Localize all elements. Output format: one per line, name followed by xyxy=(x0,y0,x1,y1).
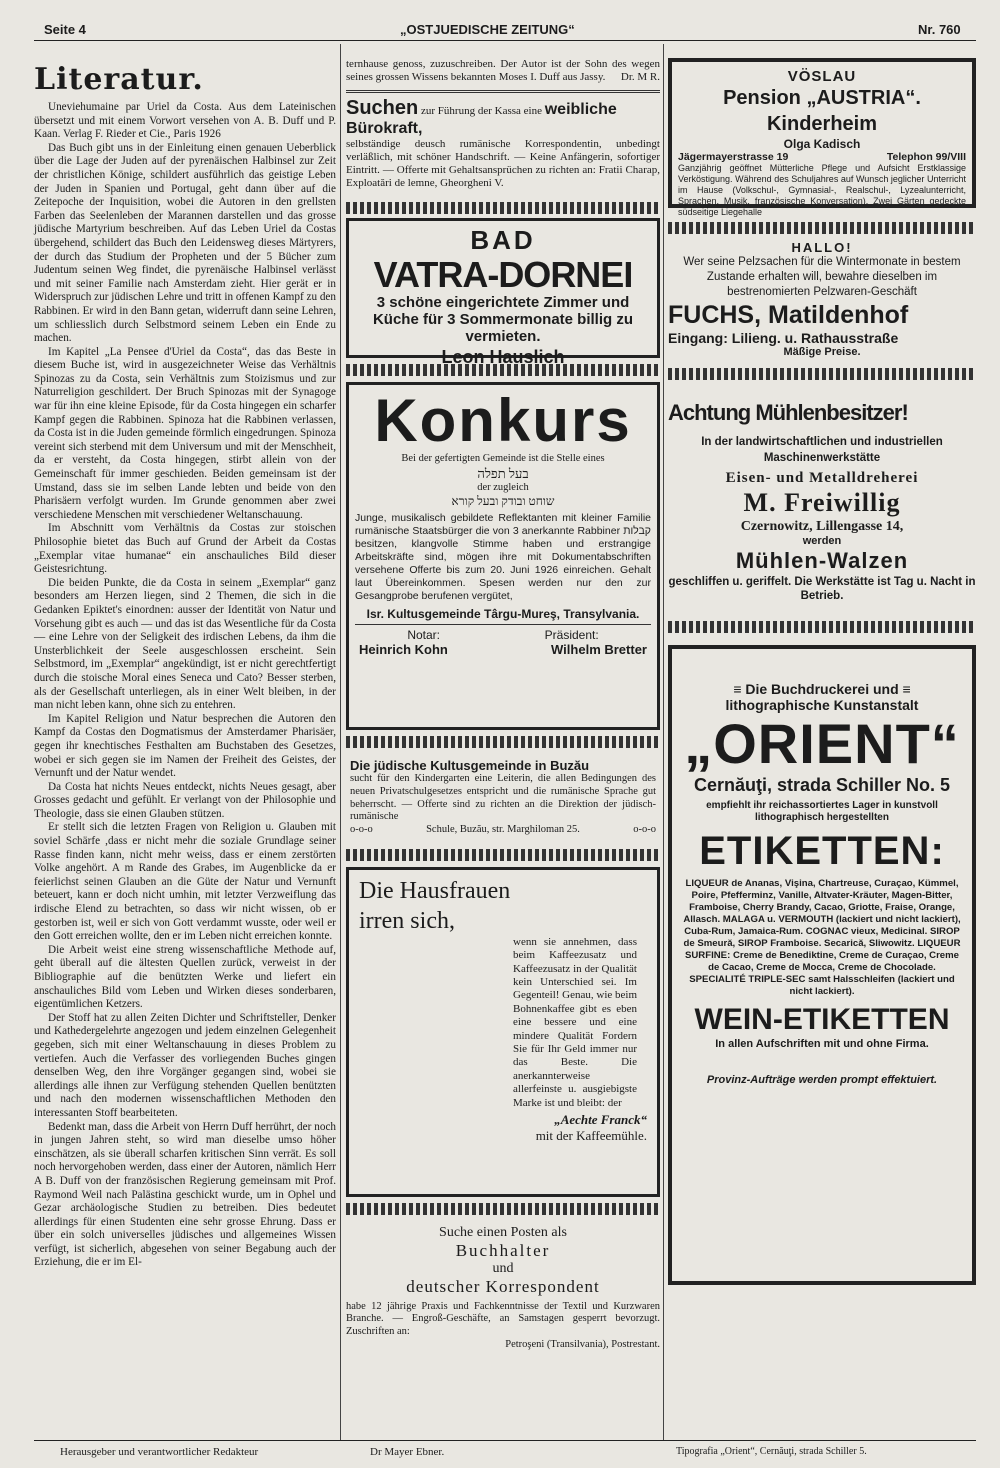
ad-text: In der landwirtschaftlichen und industriellen Maschinenwerkstätte xyxy=(701,436,943,464)
ad-company: M. Freiwillig xyxy=(743,488,901,517)
divider xyxy=(346,90,660,93)
article-paragraph: Uneviehumaine par Uriel da Costa. Aus dem Lateinischen übersetzt und mit einem Vorwort versehen von A. B. Duff und P. Kaan. Verlag F. Rieder et Cie., Paris 1926 xyxy=(34,101,336,141)
ad-text: Provinz-Aufträge werden prompt effektuiert. xyxy=(706,1074,938,1086)
divider xyxy=(355,624,651,625)
ad-text: In allen Aufschriften mit und ohne Firma. xyxy=(715,1038,929,1050)
ad-text: werden xyxy=(802,535,842,547)
ad-address: Czernowitz, Lillengasse 14, xyxy=(740,519,904,534)
issue-number: Nr. 760 xyxy=(918,22,961,37)
ornament: o-o-o xyxy=(350,824,373,836)
ad-signature: Leon Hauslich xyxy=(441,347,565,367)
ad-body: Junge, musikalisch gebildete Reflektanten mit kleiner Familie rumänische Staatsbürger die von 3 anerkannte Rabbiner קבלות besitzen, klangvolle Stimme haben und erstrangige Arbeitskräfte sind, mögen ihre mit Dokumentabschriften versehene Offerte bis zum 20. Juni 1926 einreichen. Gehalt laut Übereinkommen. Spesen werden nur den zur Gesangprobe berufenen vergütet, xyxy=(355,512,651,603)
ad-text: der zugleich xyxy=(477,481,529,493)
footer-printer: Tipografia „Orient“, Cernăuţi, strada Schiller 5. xyxy=(676,1446,867,1457)
ornament: o-o-o xyxy=(633,824,656,836)
ad-organisation: Isr. Kultusgemeinde Târgu-Mureş, Transylvania. xyxy=(366,607,640,622)
ad-body: Ganzjährig geöffnet Mütterliche Pflege und Aufsicht Erstklassige Verköstigung. Während des Schuljahres auf Wunsch jeglicher Unterricht im Hause (Volkschul-, Gymnasial-, Realschul-, Lyzealunterricht, Sprachen, Musik, französische Konversation). Zwei Gärten gedeckte südseitige Liegehalle xyxy=(678,163,966,217)
ad-address: Schule, Buzău, str. Marghiloman 25. xyxy=(426,824,580,836)
article-paragraph: Die Arbeit weist eine streng wissenschaftliche Methode auf, geht überall auf die ältesten Quellen zurück, verweist in der Bibliographie auf die benützten Werke und liefert ein anschauliches Bild vom Leben und Wirken dieses sonderbaren, eigentümlichen Ketzers. xyxy=(34,943,336,1011)
ad-text: lithographische Kunstanstalt xyxy=(725,697,919,713)
ad-border xyxy=(346,202,660,214)
ad-body: selbständige deusch rumänische Korrespondentin, unbedingt verläßlich, mit schöner Handschrift. — Keine Anfängerin, sofortiger Eintritt. — Offerte mit Gehaltsansprüchen zu richten an: Fratii Charap, Exploatări de lemne, Gheorgheni V. xyxy=(346,138,660,189)
notar-name: Heinrich Kohn xyxy=(359,642,448,658)
article-paragraph: Im Kapitel Religion und Natur besprechen die Autoren den Kampf da Costas den Dogmatismus der Amsterdamer Pharisäer, gegen ihr knechtisches Festhalten am Buchstaben des Gesetzes, wobei er sich gegen sie im Namen der Freiheit des Geistes, der Vernunft und der Natur wendet. xyxy=(34,712,336,780)
signature-names xyxy=(355,642,651,657)
ad-phone: Telephon 99/VIII xyxy=(886,151,966,163)
ad-body: sucht für den Kindergarten eine Leiterin, die allen Bedingungen des neuen Privatschulgesetzes entspricht und die rumänische Sprache gut beherrscht. — Offerte sind zu richten an die Direktion der jüdisch-rumänische xyxy=(350,773,656,823)
ad-address: Cernăuţi, strada Schiller No. 5 xyxy=(693,775,951,795)
footer-editor: Dr Mayer Ebner. xyxy=(370,1446,445,1458)
literature-article xyxy=(34,58,336,1270)
ad-body: 3 schöne eingerichtete Zimmer und Küche für 3 Sommermonate billig zu vermieten. xyxy=(372,294,634,345)
article-continuation xyxy=(346,58,660,84)
ad-company: „ORIENT“ xyxy=(684,712,960,775)
ad-product-list: LIQUEUR de Ananas, Vişina, Chartreuse, Curaçao, Kümmel, Poire, Pfefferminz, Vanille, Altvater-Kräuter, Magen-Bitter, Framboise, Cherry Brandy, Cacao, Griotte, Fraise, Orange, Allasch. MALAGA u. VERMOUTH (lackiert und nicht lackiert), Cuba-Rum, Jamaica-Rum. COGNAC vieux, Medicinal. SIROP de Smeură, SIROP Framboise. Secarică, Sliwowitz. LIQUEUR SURFINE: Creme de Benediktine, Creme de Curaçao, Creme de Cacao, Creme de Mocca, Creme de Chocolade. SPECIALITÉ TRIPLE-SEC samt Halsschleifen (lackiert und nicht lackiert). xyxy=(683,878,961,997)
article-paragraph: Im Abschnitt vom Verhältnis da Costas zur stoischen Philosophie bietet das Buch auf Grund der Arbeit da Costas „Exemplar vitae humanae“ ein anschauliches Bild dieser Geistesrichtung. xyxy=(34,522,336,576)
column-rule xyxy=(340,44,341,1440)
author-signature: Dr. M R. xyxy=(620,71,660,83)
ad-headline: weibliche Bürokraft, xyxy=(346,101,617,137)
ad-border xyxy=(346,1203,660,1215)
president-name: Wilhelm Bretter xyxy=(551,642,647,658)
ad-buchhalter xyxy=(346,1225,660,1351)
ad-orient xyxy=(668,645,976,1285)
ad-border xyxy=(668,368,976,380)
ad-konkurs xyxy=(346,382,660,730)
article-paragraph: Da Costa hat nichts Neues entdeckt, nichts Neues gesagt, aber Grosses gedacht und gefühlt. Er verlangt von der Philosophie und Theologie, dass sie einen Glauben stützen. xyxy=(34,780,336,820)
hebrew-text: שוחט ובודק ובעל קורא xyxy=(451,494,555,509)
footer-publisher: Herausgeber und verantwortlicher Redakteur xyxy=(60,1446,259,1458)
ad-body: wenn sie annehmen, dass beim Kaffeezusatz und Kaffeezusatz in der Qualität kein Unterschied sei. Im Gegenteil! Genau, wie beim Bohnenkaffee gibt es eben eine bessere und eine mindere Qualität Fordern Sie für Ihr Geld immer nur das Beste. Die anerkannterweise allerfeinste u. ausgiebigste Marke ist und bleibt: der xyxy=(513,935,638,1109)
middle-column xyxy=(346,58,660,1351)
article-paragraph: Die beiden Punkte, die da Costa in seinem „Exemplar“ ganz besonders am Herzen liegen, sind 2 Themen, die sich in die Gedanken Epiktet's einordnen: ausser der Identität von Natur und Vorsehung gibt es auch — und das ist das Wesentliche für da Costa — eine Lehre von der Seligkeit des irdischen Lebens, da ihm die Unsterblichkeit der Seele ausgeschlossen erscheint. Sein Selbstmord, im „Exemplar“ angekündigt, ist er nicht gerechtfertigt durch die stoische Moral eines Seneca und Cato? Besser sterben, als der Gesellschaft unterliegen, als in einer Welt bleiben, in der man nicht leben kann, ohne sich zu entehren. xyxy=(34,576,336,712)
ad-headline: irren sich, xyxy=(359,907,455,934)
ad-text: Eisen- und Metalldreherei xyxy=(725,470,919,486)
ad-address-line xyxy=(350,824,656,837)
article-paragraph: Das Buch gibt uns in der Einleitung einen genauen Ueberblick über die Lage der Juden auf der pyrenäischen Halbinsel zur Zeit der christlichen Könige, schildert ausführlich das geistige Leben der Juden in Spanien und Portugal, geht dann über auf die Zeitepoche der Inquisition, wobei die Autoren in den grellsten Farben das Seelenleben der Marannen darstellen und das grosse jüdische Martyrium beschreiben. Auf das Leben Uriel da Costas übergehend, schildert das Buch den Leidensweg dieses Märtyrers, der durch das Studium der Propheten und der 5 Bücher zum Judentum seinen Weg findet, die pyrenäische Halbinsel verlässt und mit seiner Familie nach Amsterdam zieht. Hier gerät er in Widerspruch zur jüdischen Lehre und tritt in offenen Kampf zu den Rabbinen. Er wird in den Bann getan, widerruft dann seine Lehren, um schliesslich durch Selbstmord seinem Leben ein Ende zu machen. xyxy=(34,141,336,345)
ad-text: mit der Kaffeemühle. xyxy=(535,1128,647,1144)
page-number: Seite 4 xyxy=(44,22,86,37)
ad-headline: BAD xyxy=(470,225,536,255)
ad-headline: Mühlen-Walzen xyxy=(735,548,909,573)
ad-text: Mäßige Preise. xyxy=(783,346,861,358)
right-column xyxy=(668,58,976,1285)
ad-voeslau xyxy=(668,58,976,217)
article-paragraph: Bedenkt man, dass die Arbeit von Herrn Duff herrührt, der noch in jungen Jahren steht, so wird man dieselbe umso höher einschätzen, als sie überall scharfen kritischen Sinn verrät. Es soll noch hervorgehoben werden, dass einer der Autoren, nämlich Herr A B. Duff von der französischen Regierung gemeinsam mit Prof. Raymond Weil nach Palästina geschickt wurde, um in Ophel und Gezar archäologische Studien zu betreiben. Dies bedeutet allerdings für einen Studenten eine sehr grosse Ehrung. Dass er über ein solch universelles jüdisches und allgemeines Wissen verfügt, ist sicherlich, abgesehen von seiner Begabung auch der Erziehung, die er im El- xyxy=(34,1120,336,1269)
ad-freiwillig xyxy=(668,400,976,603)
president-label: Präsident: xyxy=(544,628,599,643)
ad-text: geschliffen u. geriffelt. Die Werkstätte ist Tag u. Nacht in Betrieb. xyxy=(668,576,976,602)
header-rule xyxy=(34,40,976,41)
signature-labels xyxy=(355,628,651,642)
ad-border xyxy=(346,849,660,861)
article-paragraph: Im Kapitel „La Pensee d'Uriel da Costa“, das das Beste in diesem Buche ist, wird in ausgezeichneter Weise das Verhältnis Spinozas zu da Costa, sein Verhältnis zum Stoizismus und zur Naturreligion geschildert. Der Bruch Spinozas mit der Synagoge war für ihn eine kleine Episode, für da Costa hingegen ein scharfer Kampf gegen die Rabbinen. Spinoza hat die Rabbinen verlassen, da Costa ist in die Juden gemeinde förmlich eingedrungen. Spinoza vereint sich sterbend mit dem Universum und mit der Menschheit, da er versteht, da Costa hingegen, stirbt allein von der Gemeinschaft für immer geschieden. Beiden gemeinsam ist der Umstand, dass sie im selben Lande lebten und beide von den Pharisäern verfolgt wurden. Im Grunde genommen aber zwei verschiedene Menschen mit verschiedener Weltanschauung. xyxy=(34,345,336,521)
ad-headline: WEIN-ETIKETTEN xyxy=(694,1003,950,1036)
ad-franck xyxy=(346,867,660,1197)
newspaper-name: „OSTJUEDISCHE ZEITUNG“ xyxy=(400,22,575,37)
article-paragraph: Er stellt sich die letzten Fragen von Religion u. Glauben mit soviel Schärfe ,dass er nicht mehr die soziale Grundlage seiner Rasse finden kann, nicht mehr weiss, dass er einem zerstörten Volke angehört. A m Rande des Grabes, im Augenblicke da er feierlichst seinen Glauben an die Güte der Natur und Vernunft beteuert, kann er doch nicht umhin, mit letzter Verzweiflung das irdische Elend zu betrachten, so dass wir nicht wissen, ob er gestorben ist, weil er sich von Gott verdammt wusste, oder weil er den Gott erreichen wollte, den er im Leben nicht erreichen konnte. xyxy=(34,821,336,943)
ad-headline: HALLO! xyxy=(791,240,853,255)
ad-headline: Konkurs xyxy=(374,387,632,454)
ad-headline: VATRA-DORNEI xyxy=(373,254,633,295)
ad-headline: Die jüdische Kultusgemeinde in Buzău xyxy=(350,758,590,773)
ad-headline: Achtung Mühlenbesitzer! xyxy=(668,400,908,425)
ad-company: FUCHS, Matildenhof xyxy=(668,301,909,329)
ad-text: ≡ Die Buchdruckerei und ≡ xyxy=(733,681,911,697)
ad-location: VÖSLAU xyxy=(787,68,857,85)
ad-address: Eingang: Lilieng. u. Rathausstraße xyxy=(668,330,899,346)
ad-owner: Olga Kadisch xyxy=(783,137,861,151)
ad-headline: Suchen xyxy=(346,97,419,119)
ad-vatra-dornei xyxy=(346,218,660,367)
ad-headline: ETIKETTEN: xyxy=(699,829,945,873)
continuation-text: ternhause genoss, zuzuschreiben. Der Autor ist der Sohn des wegen seines grossen Wissens bekannten Moses I. Duff aus Jassy. xyxy=(346,58,660,83)
ad-address: Petroşeni (Transilvania), Postrestant. xyxy=(505,1338,660,1350)
ad-fuchs xyxy=(668,240,976,358)
ad-body: habe 12 jährige Praxis und Fachkenntnisse der Textil und Kurzwaren Branche. — Engroß-Geschäfte, an Samstagen gesperrt bevorzugt. Zuschriften an: xyxy=(346,1300,660,1337)
ad-headline: Buchhalter xyxy=(455,1240,551,1260)
ad-text: und xyxy=(492,1260,514,1276)
ad-contact xyxy=(678,151,966,163)
ad-body: Wer seine Pelzsachen für die Wintermonate in bestem Zustande erhalten will, bewahre dieselben im bestrenomierten Pelzwaren-Geschäft xyxy=(683,256,961,298)
article-title: Literatur. xyxy=(34,62,204,97)
ad-border xyxy=(668,222,976,234)
column-rule xyxy=(663,44,664,1440)
ad-text: empfiehlt ihr reichassortiertes Lager in kunstvoll lithographisch hergestellten xyxy=(706,800,938,823)
ad-text: zur Führung der Kassa eine xyxy=(421,105,542,117)
ad-headline: Die Hausfrauen xyxy=(359,877,511,904)
article-paragraph: Der Stoff hat zu allen Zeiten Dichter und Schriftsteller, Denker und Kathedergelehrte angezogen und jedem einzelnen Gelegenheit gegeben, sich mit einer Weltanschauung in dieses Problem zu vertiefen. Auch die Verfasser des vorliegenden Buches gingen denselben Weg, den ihre Vorgänger gegangen sind, wobei sie allerdings alle ihnen zur Verfügung stehenden Quellen benützten und nach den modernen wissenschaftlichen Methoden den interessanten Stoff bearbeiteten. xyxy=(34,1011,336,1119)
ad-headline: Pension „AUSTRIA“. Kinderheim xyxy=(723,87,921,135)
ad-text: Bei der gefertigten Gemeinde ist die Stelle eines xyxy=(401,453,605,464)
ad-border xyxy=(346,736,660,748)
ad-buerokraft xyxy=(346,97,660,190)
ad-border xyxy=(668,621,976,633)
ad-headline: deutscher Korrespondent xyxy=(406,1276,600,1296)
notar-label: Notar: xyxy=(407,628,440,643)
hebrew-text: בעל תפלה xyxy=(477,465,529,481)
ad-street: Jägermayerstrasse 19 xyxy=(678,151,789,163)
ad-text: Suche einen Posten als xyxy=(439,1224,567,1240)
ad-buzau xyxy=(346,754,660,841)
brand-name: „Aechte Franck“ xyxy=(554,1112,647,1128)
footer-rule xyxy=(34,1440,976,1441)
